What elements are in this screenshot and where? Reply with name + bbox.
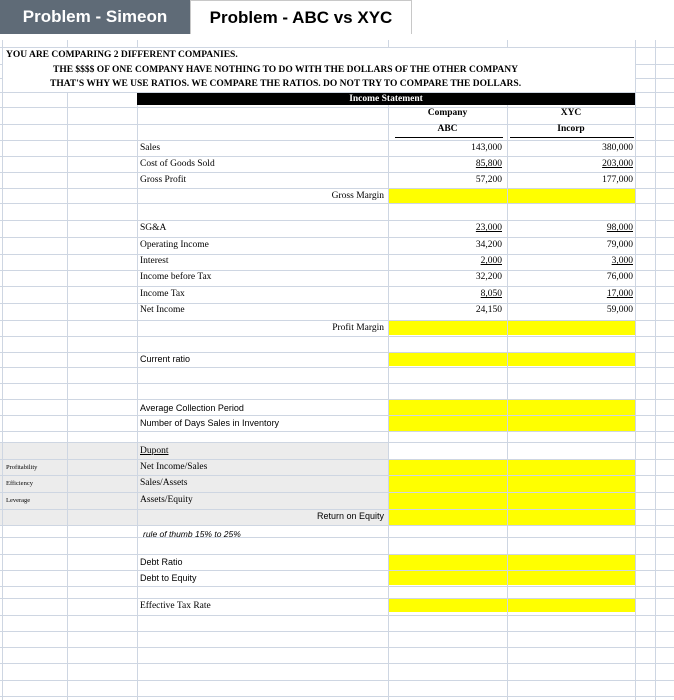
row-label-cogs: Cost of Goods Sold: [140, 159, 215, 169]
label-rule-of-thumb: rule of thumb 15% to 25%: [143, 529, 241, 539]
xyc-sales[interactable]: 380,000: [602, 143, 633, 153]
xyc-income-tax[interactable]: 17,000: [606, 289, 633, 299]
label-gross-margin: Gross Margin: [331, 191, 384, 201]
row-label-sales: Sales: [140, 143, 161, 153]
label-return-on-equity: Return on Equity: [316, 511, 384, 521]
label-debt-ratio: Debt Ratio: [140, 557, 183, 567]
label-current-ratio: Current ratio: [140, 354, 191, 364]
row-label-income-before-tax: Income before Tax: [140, 272, 212, 282]
company-abc-header-top: Company: [427, 108, 468, 118]
xyc-cogs[interactable]: 203,000: [602, 159, 633, 169]
row-label-income-tax: Income Tax: [140, 289, 185, 299]
header-line-3: THAT'S WHY WE USE RATIOS. WE COMPARE THE RATIOS. DO NOT TRY TO COMPARE THE DOLLARS.: [50, 79, 522, 89]
label-days-sales-inventory: Number of Days Sales in Inventory: [140, 418, 280, 428]
label-assets-equity: Assets/Equity: [140, 495, 193, 505]
abc-operating-income[interactable]: 34,200: [475, 240, 502, 250]
current-ratio-cells[interactable]: [388, 352, 635, 366]
income-statement-banner: [137, 93, 635, 105]
abc-gross-profit[interactable]: 57,200: [475, 175, 502, 185]
abc-sales[interactable]: 143,000: [471, 143, 502, 153]
side-label-profitability: Profitability: [6, 464, 38, 471]
row-label-gross-profit: Gross Profit: [140, 175, 187, 185]
label-net-income-sales: Net Income/Sales: [140, 462, 208, 472]
abc-income-tax[interactable]: 8,050: [480, 289, 502, 299]
label-average-collection-period: Average Collection Period: [140, 403, 244, 413]
xyc-net-income[interactable]: 59,000: [606, 305, 633, 315]
abc-interest[interactable]: 2,000: [480, 256, 502, 266]
abc-sga[interactable]: 23,000: [475, 223, 502, 233]
label-debt-to-equity: Debt to Equity: [140, 573, 197, 583]
banner-title: Income Statement: [349, 94, 423, 104]
xyc-gross-profit[interactable]: 177,000: [602, 175, 633, 185]
abc-net-income[interactable]: 24,150: [475, 305, 502, 315]
header-line-1: YOU ARE COMPARING 2 DIFFERENT COMPANIES.: [6, 50, 238, 60]
company-xyc-header-top: XYC: [560, 108, 582, 118]
tab-problem-abc-vs-xyc[interactable]: Problem - ABC vs XYC: [190, 0, 412, 34]
label-dupont: Dupont: [140, 446, 169, 456]
gross-margin-cells[interactable]: [388, 189, 635, 203]
xyc-sga[interactable]: 98,000: [606, 223, 633, 233]
side-label-efficiency: Efficiency: [6, 480, 33, 487]
company-xyc-header-bottom: Incorp: [557, 124, 585, 134]
row-label-sga: SG&A: [140, 223, 167, 233]
label-effective-tax-rate: Effective Tax Rate: [140, 601, 211, 611]
company-abc-header-bottom: ABC: [437, 124, 458, 134]
xyc-income-before-tax[interactable]: 76,000: [606, 272, 633, 282]
tab-problem-simeon[interactable]: Problem - Simeon: [0, 0, 190, 34]
spreadsheet-grid[interactable]: [0, 40, 674, 700]
xyc-operating-income[interactable]: 79,000: [606, 240, 633, 250]
tax-rate-cells[interactable]: [388, 598, 635, 612]
abc-cogs[interactable]: 85,800: [475, 159, 502, 169]
header-line-2: THE $$$$ OF ONE COMPANY HAVE NOTHING TO DO WITH THE DOLLARS OF THE OTHER COMPANY: [53, 65, 518, 75]
sheet-tab-bar: [0, 0, 674, 40]
profit-margin-cells[interactable]: [388, 321, 635, 335]
side-label-leverage: Leverage: [6, 497, 31, 504]
row-label-operating-income: Operating Income: [140, 240, 209, 250]
row-label-net-income: Net Income: [140, 305, 185, 315]
label-sales-assets: Sales/Assets: [140, 478, 188, 488]
row-label-interest: Interest: [140, 256, 169, 266]
abc-income-before-tax[interactable]: 32,200: [475, 272, 502, 282]
xyc-interest[interactable]: 3,000: [611, 256, 633, 266]
label-profit-margin: Profit Margin: [332, 323, 384, 333]
